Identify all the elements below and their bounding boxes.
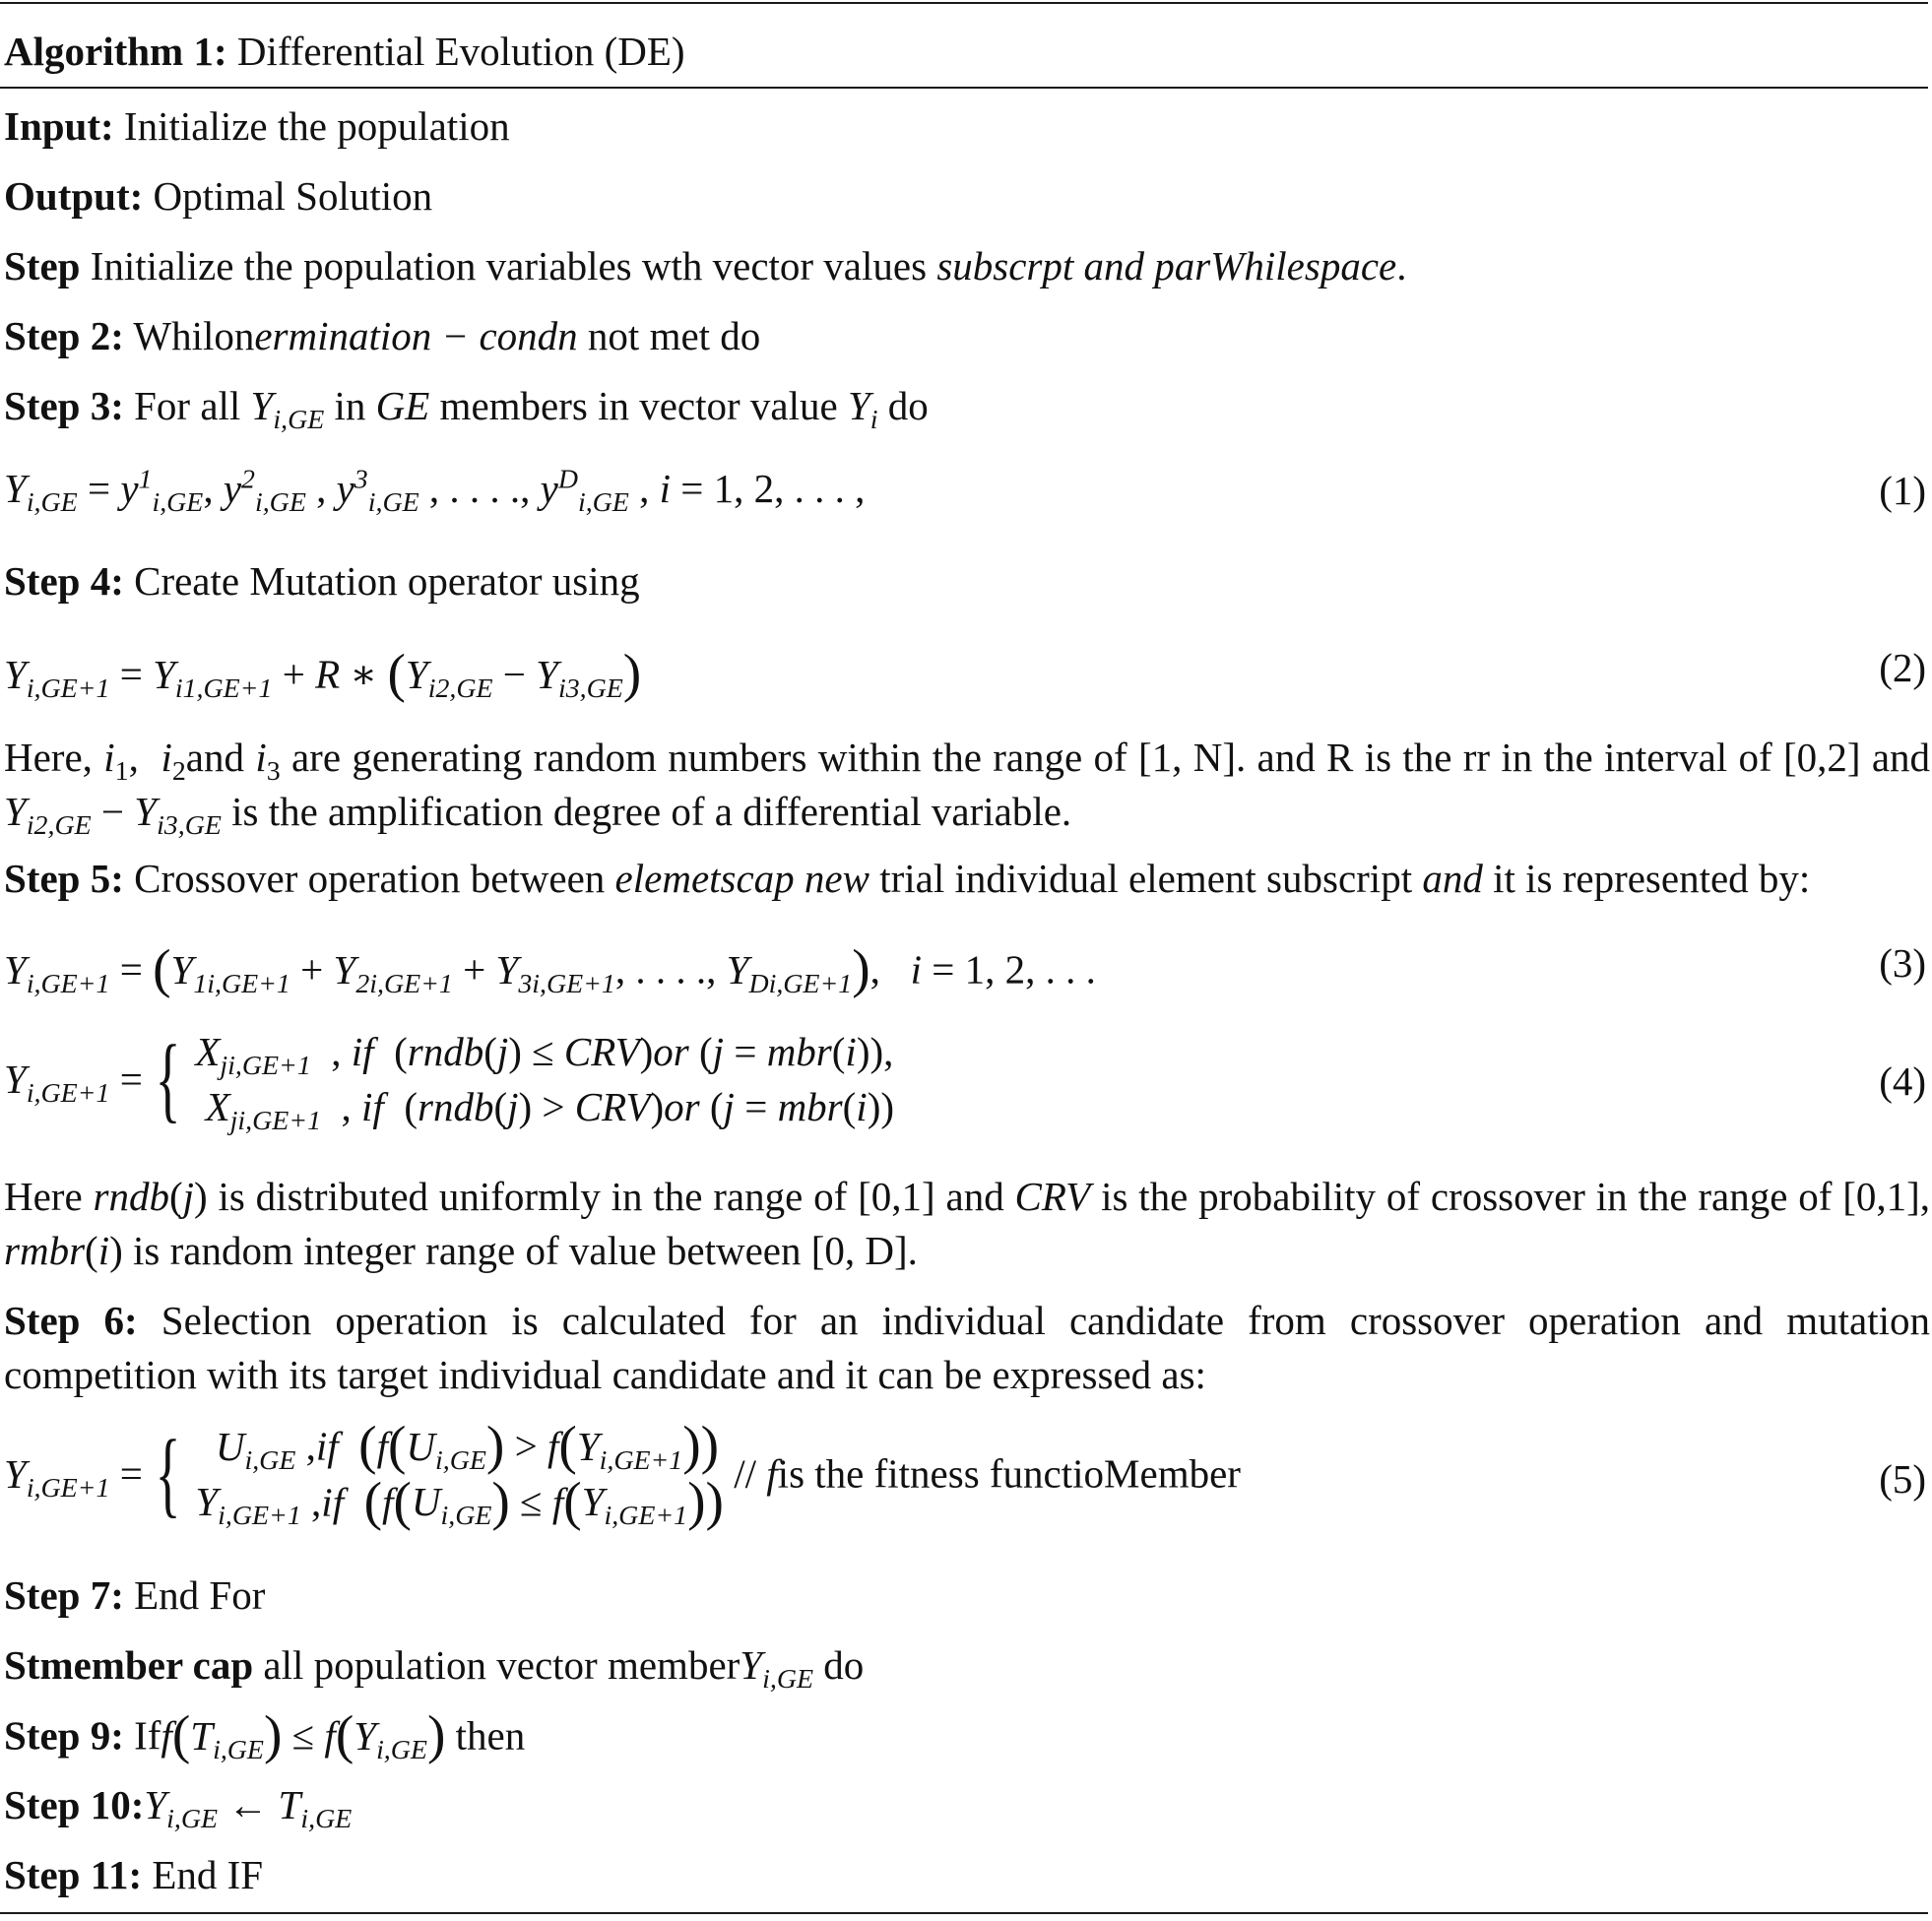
step-3-ge: GE xyxy=(375,383,430,428)
step-5-t1: Crossover operation between xyxy=(134,856,606,901)
step-4-text: Create Mutation operator using xyxy=(134,558,640,604)
step-3-label: Step 3: xyxy=(4,383,124,428)
algorithm-header xyxy=(4,28,1926,75)
step-1-end: . xyxy=(1396,243,1407,288)
output-label: Output: xyxy=(4,173,144,219)
step-5-t2: trial individual element subscript xyxy=(879,856,1413,901)
algorithm-title: Differential Evolution (DE) xyxy=(236,29,685,74)
step-11-label: Step 11: xyxy=(4,1852,143,1897)
step-9: Step 9: $Iff(T_{i,GE}) \le f(Y_{i,GE})$ then xyxy=(4,1704,526,1765)
step-1-label: Step xyxy=(4,243,81,288)
step-9-t1: If xyxy=(134,1712,161,1759)
step-10: Step $10:Y_{i,GE}$ ← $T_{i,GE}$ xyxy=(4,1782,353,1835)
algorithm-label: Algorithm 1: xyxy=(4,29,227,74)
step-4-label: Step 4: xyxy=(4,558,124,604)
equation-4-number: (4) xyxy=(1879,1058,1926,1104)
step-1-italic: subscrpt and parWhilespace xyxy=(936,243,1397,288)
top-rule xyxy=(0,2,1928,4)
step-3-t3: members in vector value xyxy=(439,383,838,428)
step-4 xyxy=(4,557,1926,605)
step-3-t1: For all xyxy=(134,383,241,428)
equation-1: $Y_{i,GE} = y^1_{i,GE}$, $y^2_{i,GE}$ , $y^3_{i,GE}$ , . . . ., $y^D_{i,GE}$ , i = 1, 2, . . . , xyxy=(4,464,866,519)
step-2-suffix: not met do xyxy=(587,313,761,358)
step-5-i1: elemetscap new xyxy=(614,856,869,901)
equation-3-number: (3) xyxy=(1879,940,1926,986)
header-rule xyxy=(0,87,1928,89)
step-3 xyxy=(4,382,1926,436)
step-3-t2: in xyxy=(334,383,366,428)
step-3-math-y: $Y_{i,GE}$ xyxy=(250,383,325,436)
equation-2: $Y_{i,GE+1} = Y_{i1,GE+1} + R$ ∗ $(Y_{i2,GE} - Y_{i3,GE})$ xyxy=(4,643,642,704)
step-6-text: Selection operation is calculated for an individual candidate from crossover operation and mutation competition with its target individual candidate and it can be expressed as: xyxy=(4,1298,1931,1397)
step-6 xyxy=(4,1294,1930,1402)
step-1 xyxy=(4,242,1926,289)
step-8-t1: all population vector member xyxy=(263,1642,741,1688)
step-8-label: Stmember cap xyxy=(4,1642,254,1688)
step-11-text: End IF xyxy=(152,1852,264,1897)
step-11 xyxy=(4,1851,1926,1898)
step-9-t2: then xyxy=(455,1712,526,1759)
step-1-text: Initialize the population variables wth vector values xyxy=(90,243,928,288)
step-9-label: Step 9: xyxy=(4,1712,124,1759)
input-text: Initialize the population xyxy=(123,103,510,149)
step-5 xyxy=(4,855,1926,902)
bottom-rule xyxy=(0,1912,1928,1914)
step-3-math-yi: $Y_i$ xyxy=(847,383,878,436)
step-8-t2: do xyxy=(823,1642,865,1688)
step-8: Stmember cap all population vector memberY$_{i,GE}$ do xyxy=(4,1642,865,1696)
input-line xyxy=(4,102,1926,150)
equation-4: $Y_{i,GE+1}$ = { $X_{ji,GE+1}$ , if (rndb(j) ≤ CRV)or (j = mbr(i)), $X_{ji,GE+1}$ , if (rndb(j) > CRV)or (j = mbr(i)) xyxy=(4,1026,895,1137)
equation-5-number: (5) xyxy=(1879,1456,1926,1502)
output-text: Optimal Solution xyxy=(153,173,433,219)
step-5-i2: and xyxy=(1422,856,1483,901)
step-10-label: Step 10: xyxy=(4,1782,145,1827)
step-2-label: Step 2: xyxy=(4,313,124,358)
equation-2-number: (2) xyxy=(1879,645,1926,690)
paragraph-1: Here, $i_1$, $i_2and$ $i_3$ are generating random numbers within the range of [1, N]. and R is the rr in the interval of [0,2] and $Y_{i2,GE} - Y_{i3,GE}$ is the amplification degree of a differential variable. xyxy=(4,735,1931,842)
equation-1-number: (1) xyxy=(1879,468,1926,513)
output-line xyxy=(4,172,1926,220)
step-7-text: End For xyxy=(134,1572,266,1618)
equation-4-brace: { xyxy=(155,1026,181,1132)
equation-5: $Y_{i,GE+1}$ = { $U_{i,GE}$ ,if $(f(U_{i,GE}) > f(Y_{i,GE+1}))$ $Y_{i,GE+1}$ ,if $(f(U_{i,GE}) \le f(Y_{i,GE+1}))$ // fis the fitness functioMember xyxy=(4,1415,1241,1532)
equation-5-comment: is the fitness functioMember xyxy=(777,1450,1241,1497)
step-7-label: Step 7: xyxy=(4,1572,124,1618)
paragraph-2: Here rndb(j) is distributed uniformly in the range of [0,1] and CRV is the probability of crossover in the range of [0,1], rmbr(i) is random integer range of value between [0, D]. xyxy=(4,1174,1931,1273)
equation-3: $Y_{i,GE+1} = (Y_{1i,GE+1} + Y_{2i,GE+1} + Y_{3i,GE+1}$, . . . ., $Y_{Di,GE+1}$), i = 1, 2, . . . xyxy=(4,938,1096,999)
step-6-label: Step 6: xyxy=(4,1298,138,1343)
step-3-t4: do xyxy=(887,383,929,428)
step-5-t3: it is represented by: xyxy=(1493,856,1811,901)
step-2-prefix: Whilon xyxy=(133,313,255,358)
input-label: Input: xyxy=(4,103,114,149)
step-5-label: Step 5: xyxy=(4,856,124,901)
step-2-italic: ermination − condn xyxy=(254,313,578,358)
equation-5-brace: { xyxy=(155,1420,181,1527)
step-7 xyxy=(4,1571,1926,1619)
step-2 xyxy=(4,312,1926,359)
